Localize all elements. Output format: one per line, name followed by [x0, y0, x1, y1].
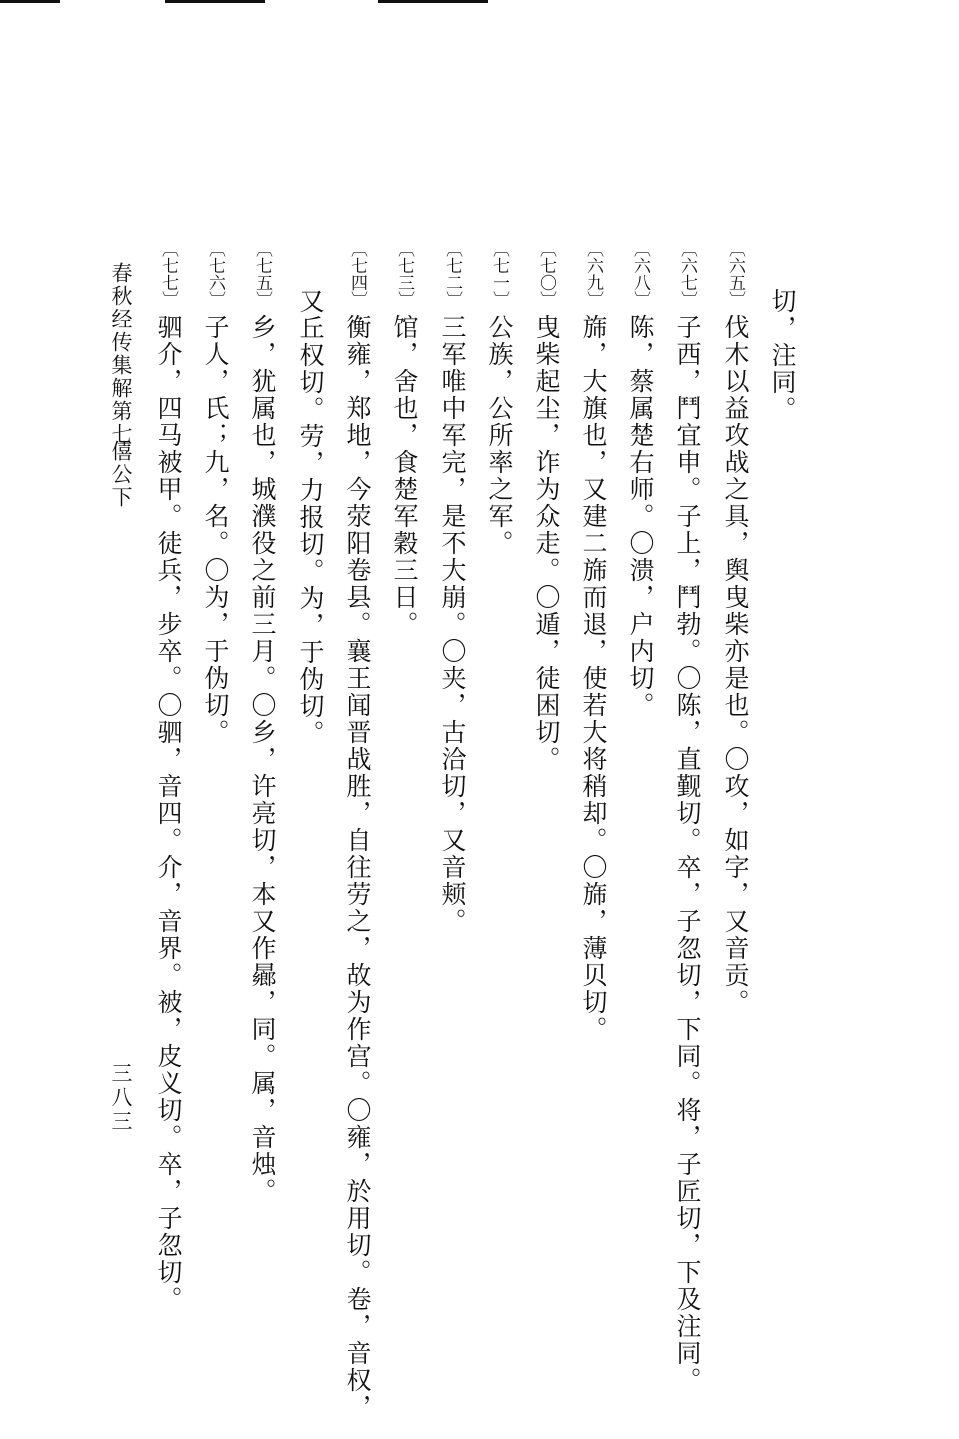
note-number: 〔七六〕: [205, 240, 225, 308]
note-number: 〔六八〕: [630, 240, 650, 308]
note-number: 〔七五〕: [252, 240, 272, 308]
note-number: 〔六五〕: [725, 240, 745, 308]
note-number: 〔七二〕: [442, 240, 462, 308]
note-number: 〔七三〕: [394, 240, 414, 308]
note-75: [250, 240, 275, 1205]
note-text: 驷介，四马被甲。徒兵，步卒。〇驷，音四。介，音界。被，皮义切。卒，子忽切。: [154, 314, 183, 1313]
note-68: [628, 240, 653, 719]
note-text: 旆，大旗也，又建二旆而退，使若大将稍却。〇旆，薄贝切。: [579, 314, 608, 1043]
note-67: [675, 240, 700, 1394]
note-text: 曳柴起尘，诈为众走。〇遁，徒困切。: [532, 314, 561, 773]
page-number: [110, 1062, 131, 1134]
note-73: [392, 240, 417, 638]
note-text: 馆，舍也，食楚军穀三日。: [390, 314, 419, 638]
note-69: [581, 240, 606, 1043]
top-rule-middle: [165, 0, 265, 3]
note-text: 子人，氏；九，名。〇为，于伪切。: [201, 314, 230, 746]
note-number: 〔六七〕: [677, 240, 697, 308]
section-title: 僖公下: [109, 440, 133, 509]
note-70: [534, 240, 559, 773]
note-76: [203, 240, 228, 746]
note-text: 陈，蔡属楚右师。〇溃，户内切。: [626, 314, 655, 719]
continuation-line: [770, 288, 795, 423]
note-text: 公族，公所率之军。: [485, 314, 514, 557]
note-text: 乡，犹属也，城濮役之前三月。〇乡，许亮切，本又作曏，同。属，音烛。: [248, 314, 277, 1205]
note-74-continuation: [298, 288, 323, 747]
running-head: [110, 262, 131, 446]
top-rule-right: [378, 0, 488, 3]
note-number: 〔六九〕: [583, 240, 603, 308]
note-72: [440, 240, 465, 935]
running-head-title: 春秋经传集解第七: [109, 262, 133, 446]
continuation-text: 切，注同。: [768, 288, 797, 423]
note-number: 〔七一〕: [489, 240, 509, 308]
note-65: [723, 240, 748, 1016]
page-number-text: 三八三: [109, 1062, 133, 1134]
note-77: [156, 240, 181, 1313]
note-text: 伐木以益攻战之具，舆曳柴亦是也。〇攻，如字，又音贡。: [721, 314, 750, 1016]
top-rule-left: [0, 0, 60, 3]
note-text-continuation: 又丘权切。劳，力报切。为，于伪切。: [296, 288, 325, 747]
note-74: [345, 240, 370, 1421]
note-text: 子西，鬥宜申。子上，鬥勃。〇陈，直觐切。卒，子忽切，下同。将，子匠切，下及注同。: [673, 314, 702, 1394]
note-71: [487, 240, 512, 557]
note-number: 〔七四〕: [347, 240, 367, 308]
section-label: [110, 440, 131, 509]
note-number: 〔七七〕: [158, 240, 178, 308]
note-number: 〔七〇〕: [536, 240, 556, 308]
note-text: 三军唯中军完，是不大崩。〇夹，古洽切，又音颊。: [438, 314, 467, 935]
note-text: 衡雍，郑地，今荥阳卷县。襄王闻晋战胜，自往劳之，故为作宫。〇雍，於用切。卷，音权，: [343, 314, 372, 1421]
